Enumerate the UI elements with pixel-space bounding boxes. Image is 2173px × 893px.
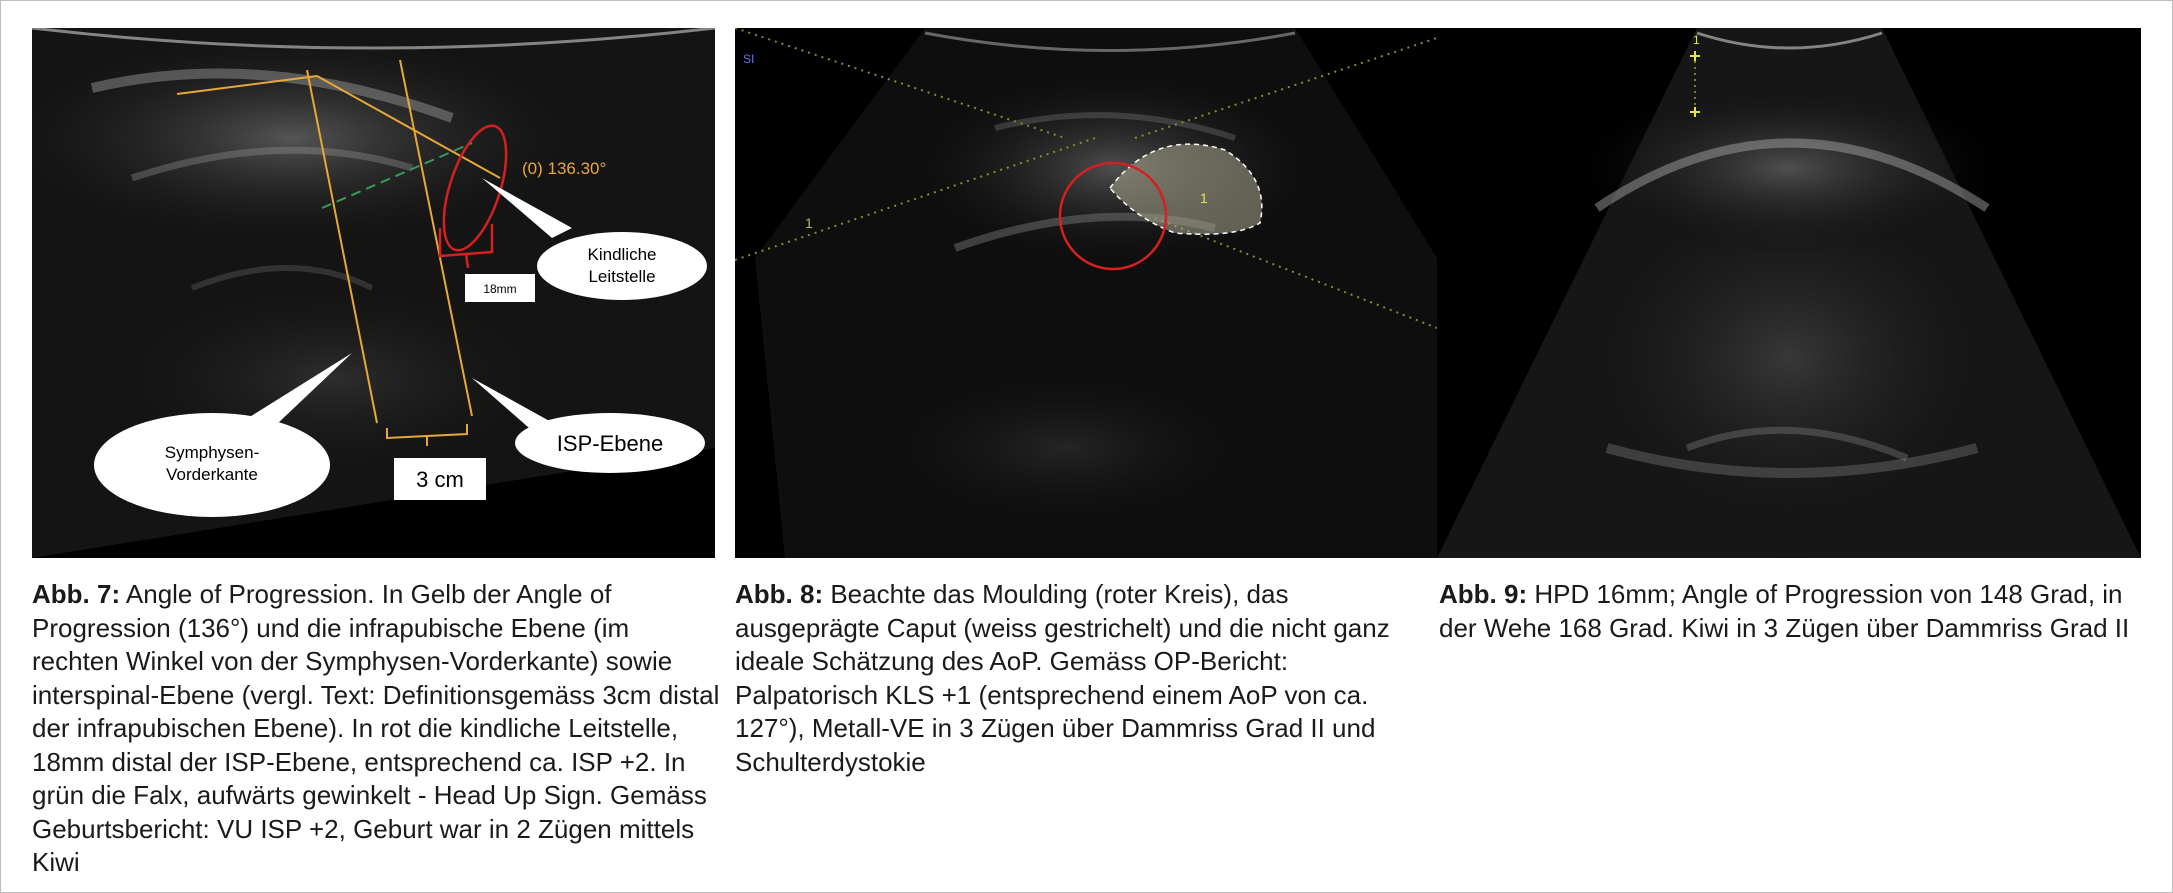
caption-abb8 xyxy=(735,578,1425,779)
caption-text-abb7: Angle of Progression. In Gelb der Angle of Progression (136°) und die infrapubische Ebene (im rechten Winkel von der Symphysen-Vorderkante) sowie interspinal-Ebene (vergl. Text: Definitionsgemäss 3cm distal der infrapubischen Ebene). In rot die kindliche Leitstelle, 18mm distal der ISP-Ebene, entsprechend ca. ISP +2. In grün die Falx, aufwärts gewinkelt - Head Up Sign. Gemäss Geburtsbericht: VU ISP +2, Geburt war in 2 Zügen mittels Kiwi xyxy=(32,579,720,877)
scale-box-label: 3 cm xyxy=(416,467,464,492)
caption-text-abb8: Beachte das Moulding (roter Kreis), das ausgeprägte Caput (weiss gestrichelt) und die nicht ganz ideale Schätzung des AoP. Gemäss OP-Bericht: Palpatorisch KLS +1 (entsprechend einem AoP von ca. 127°), Metall-VE in 3 Zügen über Dammriss Grad II und Schulterdystokie xyxy=(735,579,1390,777)
left-line-label: 1 xyxy=(805,215,813,231)
ultrasound-image-abb9 xyxy=(1437,28,2141,558)
caption-label-abb8: Abb. 8: xyxy=(735,579,824,609)
caption-abb7 xyxy=(32,578,722,880)
caput-label: 1 xyxy=(1200,190,1208,206)
distance-box-label: 18mm xyxy=(483,282,517,296)
caption-label-abb9: Abb. 9: xyxy=(1439,579,1528,609)
bubble-symphysen-line1: Symphysen- xyxy=(164,443,260,462)
caption-text-abb9: HPD 16mm; Angle of Progression von 148 Grad, in der Wehe 168 Grad. Kiwi in 3 Zügen über Dammriss Grad II xyxy=(1439,579,2130,643)
bubble-leitstelle-line2: Leitstelle xyxy=(588,267,656,286)
angle-readout: (0) 136.30° xyxy=(522,159,607,178)
caption-label-abb7: Abb. 7: xyxy=(32,579,121,609)
bubble-leitstelle-line1: Kindliche xyxy=(587,245,657,264)
bubble-symphysen-line2: Vorderkante xyxy=(166,465,258,484)
corner-mark: SI xyxy=(743,52,755,66)
ultrasound-image-abb7 xyxy=(32,28,715,558)
caliper-label: 1 xyxy=(1693,33,1700,47)
caption-abb9 xyxy=(1439,578,2144,645)
ultrasound-panel-abb8 xyxy=(735,28,1437,558)
ultrasound-panel-abb7 xyxy=(32,28,715,558)
ultrasound-panel-abb9 xyxy=(1437,28,2141,558)
ultrasound-image-abb8 xyxy=(735,28,1437,558)
bubble-isp-label: ISP-Ebene xyxy=(556,431,664,456)
